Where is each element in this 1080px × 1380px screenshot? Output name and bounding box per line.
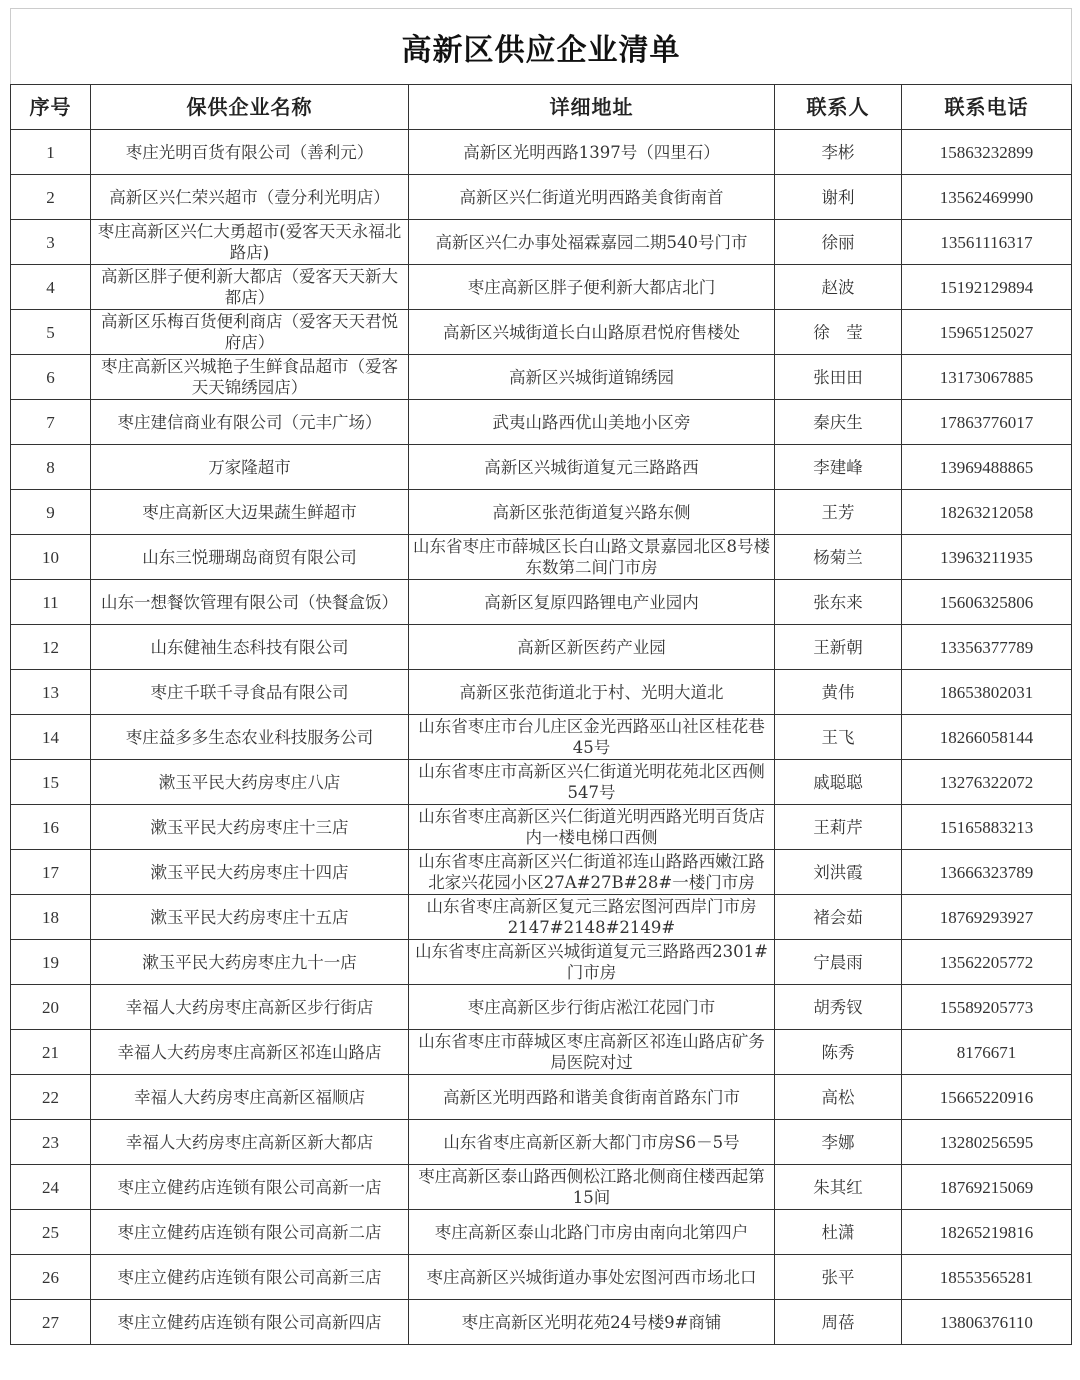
table-row xyxy=(11,265,1072,310)
contact-person: 张东来 xyxy=(775,580,902,625)
address: 高新区兴城街道锦绣园 xyxy=(409,355,775,400)
contact-person: 黄伟 xyxy=(775,670,902,715)
address: 高新区复原四路锂电产业园内 xyxy=(409,580,775,625)
company-name: 漱玉平民大药房枣庄九十一店 xyxy=(91,940,409,985)
company-name: 枣庄立健药店连锁有限公司高新一店 xyxy=(91,1165,409,1210)
row-index: 16 xyxy=(11,805,91,850)
phone-number: 18265219816 xyxy=(902,1210,1072,1255)
row-index: 19 xyxy=(11,940,91,985)
row-index: 5 xyxy=(11,310,91,355)
phone-number: 18653802031 xyxy=(902,670,1072,715)
contact-person: 杨菊兰 xyxy=(775,535,902,580)
company-name: 枣庄建信商业有限公司（元丰广场） xyxy=(91,400,409,445)
row-index: 14 xyxy=(11,715,91,760)
row-index: 21 xyxy=(11,1030,91,1075)
header-index: 序号 xyxy=(11,85,91,130)
contact-person: 张平 xyxy=(775,1255,902,1300)
contact-person: 王飞 xyxy=(775,715,902,760)
row-index: 4 xyxy=(11,265,91,310)
contact-person: 李彬 xyxy=(775,130,902,175)
title-area xyxy=(10,8,1072,85)
phone-number: 15192129894 xyxy=(902,265,1072,310)
row-index: 6 xyxy=(11,355,91,400)
row-index: 20 xyxy=(11,985,91,1030)
contact-person: 秦庆生 xyxy=(775,400,902,445)
table-row xyxy=(11,175,1072,220)
company-name: 漱玉平民大药房枣庄十四店 xyxy=(91,850,409,895)
address: 高新区兴城街道长白山路原君悦府售楼处 xyxy=(409,310,775,355)
address: 枣庄高新区步行街店淞江花园门市 xyxy=(409,985,775,1030)
address: 高新区兴城街道复元三路路西 xyxy=(409,445,775,490)
table-row xyxy=(11,1300,1072,1345)
page-title: 高新区供应企业清单 xyxy=(401,33,681,68)
row-index: 8 xyxy=(11,445,91,490)
header-phone: 联系电话 xyxy=(902,85,1072,130)
phone-number: 13562469990 xyxy=(902,175,1072,220)
contact-person: 高松 xyxy=(775,1075,902,1120)
address: 高新区光明西路1397号（四里石） xyxy=(409,130,775,175)
company-name: 枣庄立健药店连锁有限公司高新四店 xyxy=(91,1300,409,1345)
address: 高新区兴仁街道光明西路美食街南首 xyxy=(409,175,775,220)
address: 山东省枣庄市台儿庄区金光西路巫山社区桂花巷45号 xyxy=(409,715,775,760)
row-index: 27 xyxy=(11,1300,91,1345)
address: 枣庄高新区光明花苑24号楼9#商铺 xyxy=(409,1300,775,1345)
row-index: 17 xyxy=(11,850,91,895)
company-name: 山东健袖生态科技有限公司 xyxy=(91,625,409,670)
row-index: 26 xyxy=(11,1255,91,1300)
row-index: 22 xyxy=(11,1075,91,1120)
row-index: 25 xyxy=(11,1210,91,1255)
table-row xyxy=(11,1030,1072,1075)
row-index: 9 xyxy=(11,490,91,535)
phone-number: 13276322072 xyxy=(902,760,1072,805)
table-row xyxy=(11,1120,1072,1165)
contact-person: 李娜 xyxy=(775,1120,902,1165)
address: 高新区张范街道北于村、光明大道北 xyxy=(409,670,775,715)
table-row xyxy=(11,130,1072,175)
company-name: 枣庄高新区大迈果蔬生鲜超市 xyxy=(91,490,409,535)
address: 高新区张范街道复兴路东侧 xyxy=(409,490,775,535)
table-row xyxy=(11,220,1072,265)
table-row xyxy=(11,400,1072,445)
phone-number: 17863776017 xyxy=(902,400,1072,445)
company-name: 枣庄千联千寻食品有限公司 xyxy=(91,670,409,715)
row-index: 10 xyxy=(11,535,91,580)
table-row xyxy=(11,1210,1072,1255)
supplier-table xyxy=(10,84,1072,1345)
contact-person: 胡秀钗 xyxy=(775,985,902,1030)
company-name: 幸福人大药房枣庄高新区福顺店 xyxy=(91,1075,409,1120)
address: 山东省枣庄高新区兴城街道复元三路路西2301#门市房 xyxy=(409,940,775,985)
company-name: 幸福人大药房枣庄高新区新大都店 xyxy=(91,1120,409,1165)
contact-person: 周蓓 xyxy=(775,1300,902,1345)
phone-number: 13562205772 xyxy=(902,940,1072,985)
table-row xyxy=(11,895,1072,940)
row-index: 18 xyxy=(11,895,91,940)
row-index: 3 xyxy=(11,220,91,265)
company-name: 枣庄高新区兴仁大勇超市(爱客天天永福北路店) xyxy=(91,220,409,265)
table-row xyxy=(11,805,1072,850)
address: 高新区光明西路和谐美食街南首路东门市 xyxy=(409,1075,775,1120)
contact-person: 徐 莹 xyxy=(775,310,902,355)
table-row xyxy=(11,1165,1072,1210)
phone-number: 15589205773 xyxy=(902,985,1072,1030)
address: 枣庄高新区泰山路西侧松江路北侧商住楼西起第15间 xyxy=(409,1165,775,1210)
row-index: 7 xyxy=(11,400,91,445)
phone-number: 15165883213 xyxy=(902,805,1072,850)
header-contact: 联系人 xyxy=(775,85,902,130)
phone-number: 13666323789 xyxy=(902,850,1072,895)
table-row xyxy=(11,940,1072,985)
phone-number: 8176671 xyxy=(902,1030,1072,1075)
contact-person: 陈秀 xyxy=(775,1030,902,1075)
phone-number: 13280256595 xyxy=(902,1120,1072,1165)
company-name: 漱玉平民大药房枣庄十五店 xyxy=(91,895,409,940)
table-row xyxy=(11,850,1072,895)
phone-number: 15863232899 xyxy=(902,130,1072,175)
company-name: 枣庄光明百货有限公司（善利元） xyxy=(91,130,409,175)
address: 山东省枣庄市薛城区枣庄高新区祁连山路店矿务局医院对过 xyxy=(409,1030,775,1075)
header-company: 保供企业名称 xyxy=(91,85,409,130)
company-name: 枣庄立健药店连锁有限公司高新二店 xyxy=(91,1210,409,1255)
company-name: 高新区兴仁荣兴超市（壹分利光明店） xyxy=(91,175,409,220)
contact-person: 戚聪聪 xyxy=(775,760,902,805)
table-row xyxy=(11,355,1072,400)
company-name: 枣庄立健药店连锁有限公司高新三店 xyxy=(91,1255,409,1300)
company-name: 高新区胖子便利新大都店（爱客天天新大都店） xyxy=(91,265,409,310)
contact-person: 王莉芹 xyxy=(775,805,902,850)
contact-person: 李建峰 xyxy=(775,445,902,490)
company-name: 高新区乐梅百货便利商店（爱客天天君悦府店） xyxy=(91,310,409,355)
row-index: 24 xyxy=(11,1165,91,1210)
row-index: 23 xyxy=(11,1120,91,1165)
phone-number: 18263212058 xyxy=(902,490,1072,535)
row-index: 1 xyxy=(11,130,91,175)
table-row xyxy=(11,535,1072,580)
address: 枣庄高新区兴城街道办事处宏图河西市场北口 xyxy=(409,1255,775,1300)
address: 山东省枣庄高新区兴仁街道光明西路光明百货店内一楼电梯口西侧 xyxy=(409,805,775,850)
phone-number: 18769293927 xyxy=(902,895,1072,940)
contact-person: 朱其红 xyxy=(775,1165,902,1210)
contact-person: 刘洪霞 xyxy=(775,850,902,895)
company-name: 漱玉平民大药房枣庄十三店 xyxy=(91,805,409,850)
company-name: 枣庄益多多生态农业科技服务公司 xyxy=(91,715,409,760)
company-name: 万家隆超市 xyxy=(91,445,409,490)
company-name: 幸福人大药房枣庄高新区步行街店 xyxy=(91,985,409,1030)
phone-number: 13173067885 xyxy=(902,355,1072,400)
contact-person: 赵波 xyxy=(775,265,902,310)
contact-person: 王芳 xyxy=(775,490,902,535)
phone-number: 15965125027 xyxy=(902,310,1072,355)
row-index: 12 xyxy=(11,625,91,670)
contact-person: 谢利 xyxy=(775,175,902,220)
contact-person: 杜潇 xyxy=(775,1210,902,1255)
company-name: 山东三悦珊瑚岛商贸有限公司 xyxy=(91,535,409,580)
address: 山东省枣庄市高新区兴仁街道光明花苑北区西侧547号 xyxy=(409,760,775,805)
address: 枣庄高新区胖子便利新大都店北门 xyxy=(409,265,775,310)
header-row xyxy=(11,85,1072,130)
row-index: 11 xyxy=(11,580,91,625)
company-name: 枣庄高新区兴城艳子生鲜食品超市（爱客天天锦绣园店） xyxy=(91,355,409,400)
contact-person: 宁晨雨 xyxy=(775,940,902,985)
table-row xyxy=(11,1075,1072,1120)
phone-number: 18553565281 xyxy=(902,1255,1072,1300)
contact-person: 张田田 xyxy=(775,355,902,400)
address: 山东省枣庄高新区新大都门市房S6－5号 xyxy=(409,1120,775,1165)
address: 山东省枣庄市薛城区长白山路文景嘉园北区8号楼东数第二间门市房 xyxy=(409,535,775,580)
address: 高新区兴仁办事处福霖嘉园二期540号门市 xyxy=(409,220,775,265)
table-row xyxy=(11,760,1072,805)
table-row xyxy=(11,580,1072,625)
table-row xyxy=(11,310,1072,355)
contact-person: 王新朝 xyxy=(775,625,902,670)
table-row xyxy=(11,715,1072,760)
table-row xyxy=(11,625,1072,670)
address: 山东省枣庄高新区复元三路宏图河西岸门市房2147#2148#2149# xyxy=(409,895,775,940)
contact-person: 褚会茹 xyxy=(775,895,902,940)
company-name: 山东一想餐饮管理有限公司（快餐盒饭） xyxy=(91,580,409,625)
row-index: 13 xyxy=(11,670,91,715)
phone-number: 13356377789 xyxy=(902,625,1072,670)
phone-number: 15606325806 xyxy=(902,580,1072,625)
table-row xyxy=(11,670,1072,715)
address: 枣庄高新区泰山北路门市房由南向北第四户 xyxy=(409,1210,775,1255)
row-index: 2 xyxy=(11,175,91,220)
table-row xyxy=(11,1255,1072,1300)
phone-number: 13806376110 xyxy=(902,1300,1072,1345)
phone-number: 18266058144 xyxy=(902,715,1072,760)
company-name: 幸福人大药房枣庄高新区祁连山路店 xyxy=(91,1030,409,1075)
table-row xyxy=(11,490,1072,535)
company-name: 漱玉平民大药房枣庄八店 xyxy=(91,760,409,805)
table-row xyxy=(11,445,1072,490)
address: 武夷山路西优山美地小区旁 xyxy=(409,400,775,445)
phone-number: 18769215069 xyxy=(902,1165,1072,1210)
phone-number: 15665220916 xyxy=(902,1075,1072,1120)
header-address: 详细地址 xyxy=(409,85,775,130)
phone-number: 13969488865 xyxy=(902,445,1072,490)
address: 山东省枣庄高新区兴仁街道祁连山路路西嫩江路北家兴花园小区27A#27B#28#一楼门市房 xyxy=(409,850,775,895)
address: 高新区新医药产业园 xyxy=(409,625,775,670)
contact-person: 徐丽 xyxy=(775,220,902,265)
phone-number: 13963211935 xyxy=(902,535,1072,580)
row-index: 15 xyxy=(11,760,91,805)
table-row xyxy=(11,985,1072,1030)
phone-number: 13561116317 xyxy=(902,220,1072,265)
